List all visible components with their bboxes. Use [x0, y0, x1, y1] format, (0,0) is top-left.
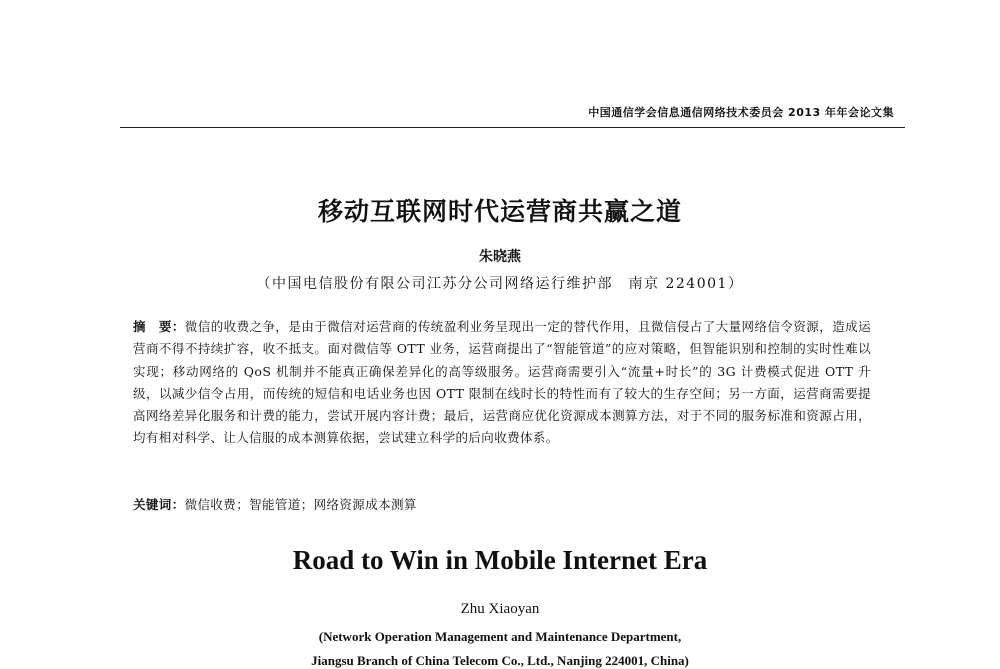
english-title: Road to Win in Mobile Internet Era: [292, 545, 708, 575]
keywords-text: 微信收费；智能管道；网络资源成本测算: [184, 497, 417, 512]
running-header: 中国通信学会信息通信网络技术委员会 2013 年年会论文集: [588, 106, 894, 119]
chinese-title: 移动互联网时代运营商共赢之道: [317, 197, 682, 226]
keywords-label: 关键词：: [133, 497, 185, 512]
english-affiliation-line2: Jiangsu Branch of China Telecom Co., Ltd., Nanjing 224001, China): [311, 653, 689, 668]
abstract-label: 摘 要：: [133, 319, 185, 334]
chinese-abstract: [133, 316, 871, 450]
chinese-author: 朱晓燕: [479, 249, 521, 265]
english-author: Zhu Xiaoyan: [460, 601, 540, 617]
abstract-text: 微信的收费之争，是由于微信对运营商的传统盈利业务呈现出一定的替代作用，且微信侵占了大量网络信令资源，造成运营商不得不持续扩容，收不抵支。面对微信等 OTT 业务，运营商提出了“智能管道”的应对策略，但智能识别和控制的实时性难以实现；移动网络的 QoS 机制并不能真正确保差异化的高等级服务。运营商需要引入“流量+时长”的 3G 计费模式促进 OTT 升级，以减少信令占用，而传统的短信和电话业务也因 OTT 限制在线时长的特性而有了较大的生存空间；另一方面，运营商需要提高网络差异化服务和计费的能力，尝试开展内容计费；最后，运营商应优化资源成本测算方法，对于不同的服务标准和资源占用，均有相对科学、让人信服的成本测算依据，尝试建立科学的后向收费体系。: [133, 319, 871, 446]
chinese-keywords: [133, 495, 871, 515]
chinese-affiliation: （中国电信股份有限公司江苏分公司网络运行维护部 南京 224001）: [256, 276, 744, 292]
header-rule: [120, 127, 905, 128]
english-affiliation-line1: (Network Operation Management and Maintenance Department,: [318, 629, 682, 644]
